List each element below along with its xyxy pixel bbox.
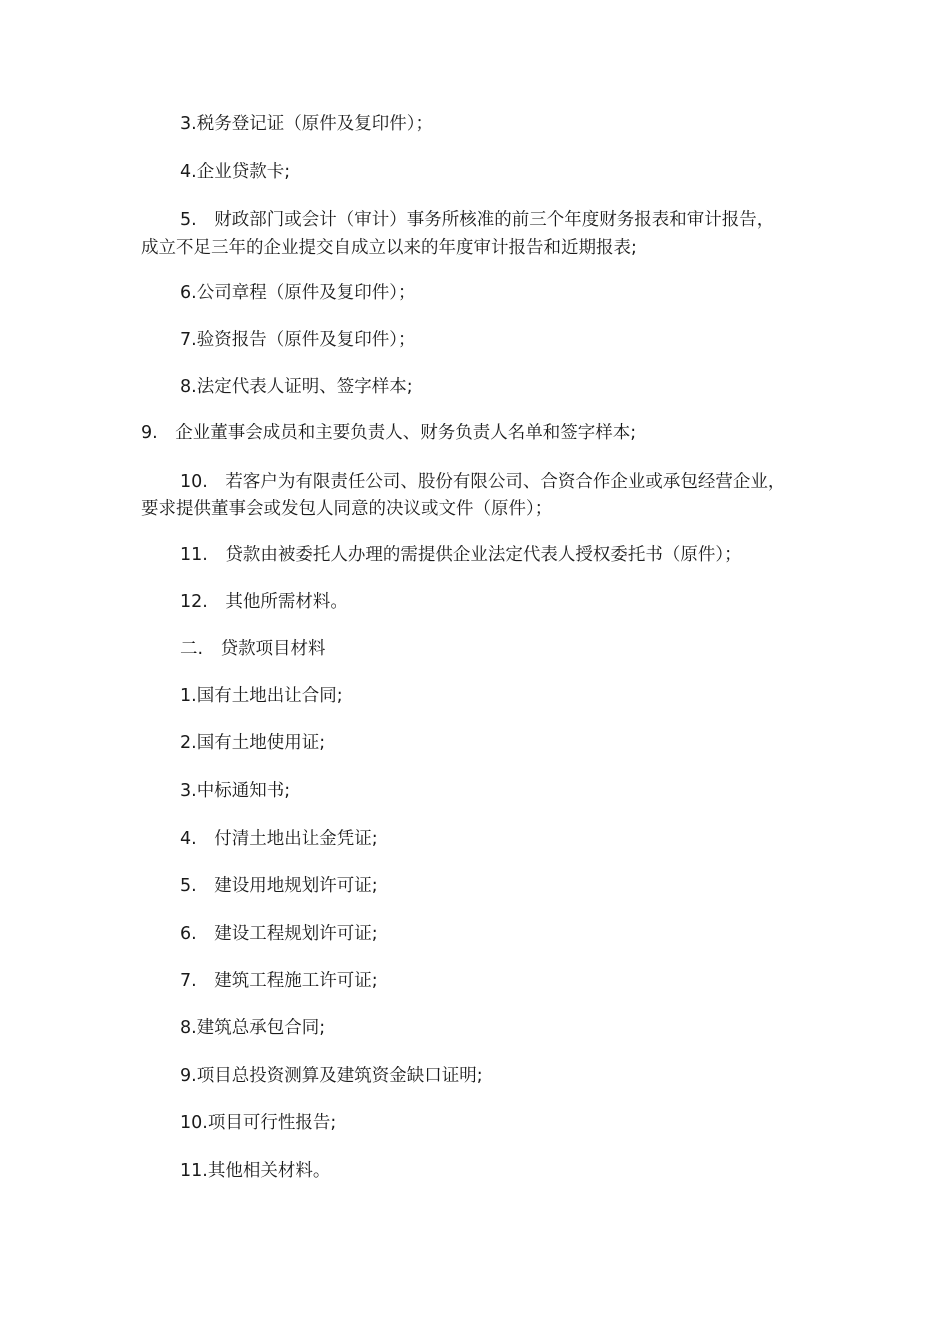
list-item: 3.中标通知书; (180, 781, 291, 801)
list-item: 6.公司章程（原件及复印件）； (180, 283, 416, 303)
list-item: 8.建筑总承包合同; (180, 1018, 326, 1038)
list-item: 2.国有土地使用证; (180, 733, 326, 753)
list-item: 11.其他相关材料。 (180, 1161, 331, 1181)
list-item: 4. 付清土地出让金凭证; (180, 829, 378, 849)
list-item: 9. 企业董事会成员和主要负责人、财务负责人名单和签字样本; (141, 423, 637, 443)
list-item: 10. 若客户为有限责任公司、股份有限公司、合资合作企业或承包经营企业， (180, 472, 786, 492)
list-item: 4.企业贷款卡; (180, 162, 291, 182)
list-item: 7. 建筑工程施工许可证; (180, 971, 378, 991)
list-item: 12. 其他所需材料。 (180, 592, 348, 612)
list-item: 6. 建设工程规划许可证; (180, 924, 378, 944)
list-item: 9.项目总投资测算及建筑资金缺口证明; (180, 1066, 483, 1086)
list-item: 1.国有土地出让合同; (180, 686, 343, 706)
list-item: 11. 贷款由被委托人办理的需提供企业法定代表人授权委托书（原件）； (180, 545, 742, 565)
list-item-continuation: 成立不足三年的企业提交自成立以来的年度审计报告和近期报表; (141, 238, 637, 258)
list-item: 5. 财政部门或会计（审计）事务所核准的前三个年度财务报表和审计报告， (180, 210, 775, 230)
list-item: 10.项目可行性报告; (180, 1113, 337, 1133)
list-item: 3.税务登记证（原件及复印件）； (180, 114, 433, 134)
section-heading: 二. 贷款项目材料 (180, 639, 326, 659)
list-item: 7.验资报告（原件及复印件）； (180, 330, 416, 350)
list-item: 5. 建设用地规划许可证; (180, 876, 378, 896)
list-item: 8.法定代表人证明、签字样本; (180, 377, 413, 397)
list-item-continuation: 要求提供董事会或发包人同意的决议或文件（原件）； (141, 499, 553, 519)
